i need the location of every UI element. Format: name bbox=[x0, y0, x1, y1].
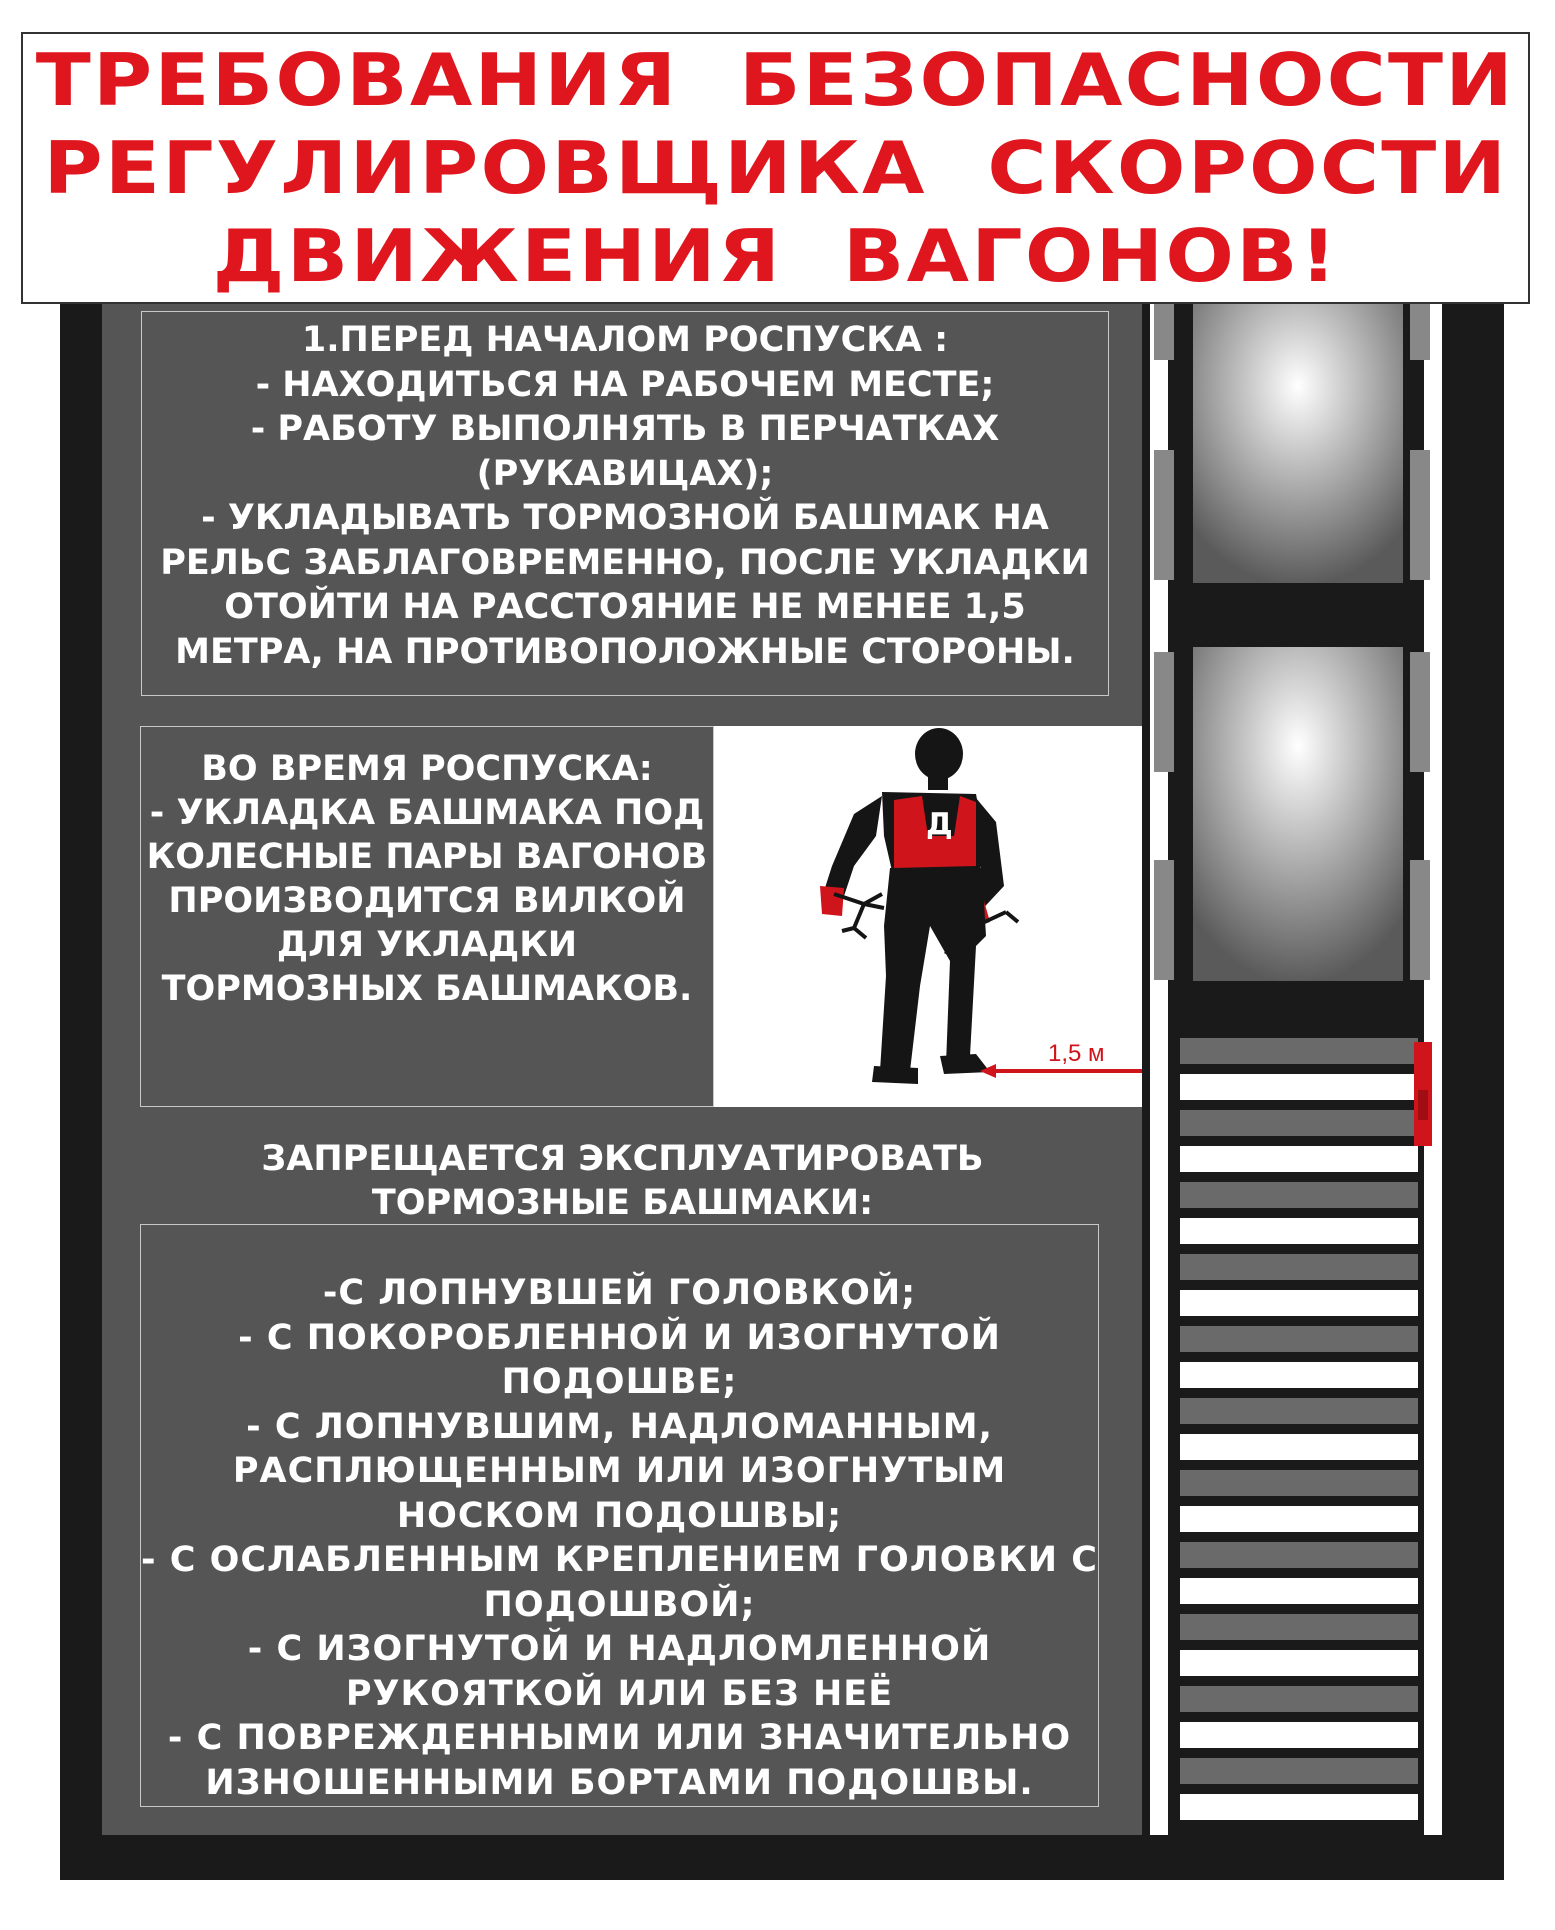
sleeper bbox=[1180, 1578, 1418, 1604]
railway-track-icon bbox=[1142, 300, 1504, 1835]
during-line: ТОРМОЗНЫХ БАШМАКОВ. bbox=[161, 969, 693, 1009]
sleeper bbox=[1180, 1218, 1418, 1244]
wagon-1 bbox=[1190, 300, 1406, 586]
sleeper bbox=[1180, 1362, 1418, 1388]
title-line-1: ТРЕБОВАНИЯ БЕЗОПАСНОСТИ bbox=[35, 38, 1516, 122]
title-banner bbox=[21, 32, 1530, 304]
before-line: МЕТРА, НА ПРОТИВОПОЛОЖНЫЕ СТОРОНЫ. bbox=[175, 631, 1075, 672]
during-line: ПРОИЗВОДИТСЯ ВИЛКОЙ bbox=[168, 881, 686, 921]
sleeper bbox=[1180, 1686, 1418, 1712]
sleeper bbox=[1180, 1722, 1418, 1748]
during-line: - УКЛАДКА БАШМАКА ПОД bbox=[149, 793, 705, 833]
prohibition-item: НОСКОМ ПОДОШВЫ; bbox=[396, 1495, 843, 1536]
during-line: КОЛЕСНЫЕ ПАРЫ ВАГОНОВ bbox=[146, 837, 708, 877]
sleeper bbox=[1180, 1290, 1418, 1316]
prohibition-item: - С ПОВРЕЖДЕННЫМИ ИЛИ ЗНАЧИТЕЛЬНО bbox=[167, 1718, 1072, 1758]
wagon-2 bbox=[1190, 644, 1406, 984]
sleeper bbox=[1180, 1182, 1418, 1208]
sleeper bbox=[1180, 1326, 1418, 1352]
before-line: РЕЛЬС ЗАБЛАГОВРЕМЕННО, ПОСЛЕ УКЛАДКИ bbox=[160, 542, 1090, 583]
distance-label: 1,5 м bbox=[1048, 1040, 1105, 1067]
during-line: ДЛЯ УКЛАДКИ bbox=[276, 925, 578, 965]
vest-letter: Д bbox=[926, 807, 953, 842]
prohibition-heading-line: ТОРМОЗНЫЕ БАШМАКИ: bbox=[371, 1183, 874, 1223]
before-line: - УКЛАДЫВАТЬ ТОРМОЗНОЙ БАШМАК НА bbox=[201, 498, 1049, 538]
during-line: ВО ВРЕМЯ РОСПУСКА: bbox=[201, 749, 653, 789]
before-release-box bbox=[141, 311, 1109, 696]
railway-track bbox=[1142, 300, 1504, 1835]
before-line: (РУКАВИЦАХ); bbox=[476, 453, 774, 494]
before-line: - НАХОДИТЬСЯ НА РАБОЧЕМ МЕСТЕ; bbox=[255, 364, 995, 405]
prohibition-item: - С ПОКОРОБЛЕННОЙ И ИЗОГНУТОЙ bbox=[238, 1317, 1001, 1358]
sleeper bbox=[1180, 1074, 1418, 1100]
prohibition-item: РУКОЯТКОЙ ИЛИ БЕЗ НЕЁ bbox=[345, 1673, 894, 1714]
sleeper bbox=[1180, 1434, 1418, 1460]
sleeper bbox=[1180, 1614, 1418, 1640]
prohibition-item: ПОДОШВОЙ; bbox=[483, 1584, 756, 1625]
prohibition-item: -С ЛОПНУВШЕЙ ГОЛОВКОЙ; bbox=[322, 1273, 917, 1313]
prohibition-item: - С ЛОПНУВШИМ, НАДЛОМАННЫМ, bbox=[246, 1406, 993, 1447]
sleeper bbox=[1180, 1506, 1418, 1532]
sleeper bbox=[1180, 1146, 1418, 1172]
sleeper bbox=[1180, 1398, 1418, 1424]
prohibition-heading-line: ЗАПРЕЩАЕТСЯ ЭКСПЛУАТИРОВАТЬ bbox=[261, 1139, 984, 1179]
sleeper bbox=[1180, 1758, 1418, 1784]
sleeper bbox=[1180, 1542, 1418, 1568]
prohibition-item: - С ОСЛАБЛЕННЫМ КРЕПЛЕНИЕМ ГОЛОВКИ С bbox=[141, 1540, 1098, 1580]
prohibition-item: - С ИЗОГНУТОЙ И НАДЛОМЛЕННОЙ bbox=[247, 1629, 992, 1669]
sleeper bbox=[1180, 1254, 1418, 1280]
sleeper bbox=[1180, 1794, 1418, 1820]
prohibition-item: ИЗНОШЕННЫМИ БОРТАМИ ПОДОШВЫ. bbox=[205, 1762, 1034, 1803]
before-line: 1.ПЕРЕД НАЧАЛОМ РОСПУСКА : bbox=[301, 320, 949, 360]
title-line-2: РЕГУЛИРОВЩИКА СКОРОСТИ bbox=[43, 126, 1508, 210]
prohibition-list-box bbox=[140, 1224, 1099, 1807]
sleeper bbox=[1180, 1110, 1418, 1136]
sleeper bbox=[1180, 1470, 1418, 1496]
prohibition-item: РАСПЛЮЩЕННЫМ ИЛИ ИЗОГНУТЫМ bbox=[232, 1451, 1007, 1491]
during-release-box bbox=[140, 726, 714, 1107]
title-line-3: ДВИЖЕНИЯ ВАГОНОВ! bbox=[212, 214, 1339, 298]
sleeper bbox=[1180, 1038, 1418, 1064]
before-line: ОТОЙТИ НА РАССТОЯНИЕ НЕ МЕНЕЕ 1,5 bbox=[224, 587, 1026, 627]
sleeper bbox=[1180, 1650, 1418, 1676]
prohibition-item: ПОДОШВЕ; bbox=[501, 1362, 738, 1402]
prohibition-heading bbox=[150, 1137, 1095, 1225]
before-line: - РАБОТУ ВЫПОЛНЯТЬ В ПЕРЧАТКАХ bbox=[250, 409, 1000, 449]
